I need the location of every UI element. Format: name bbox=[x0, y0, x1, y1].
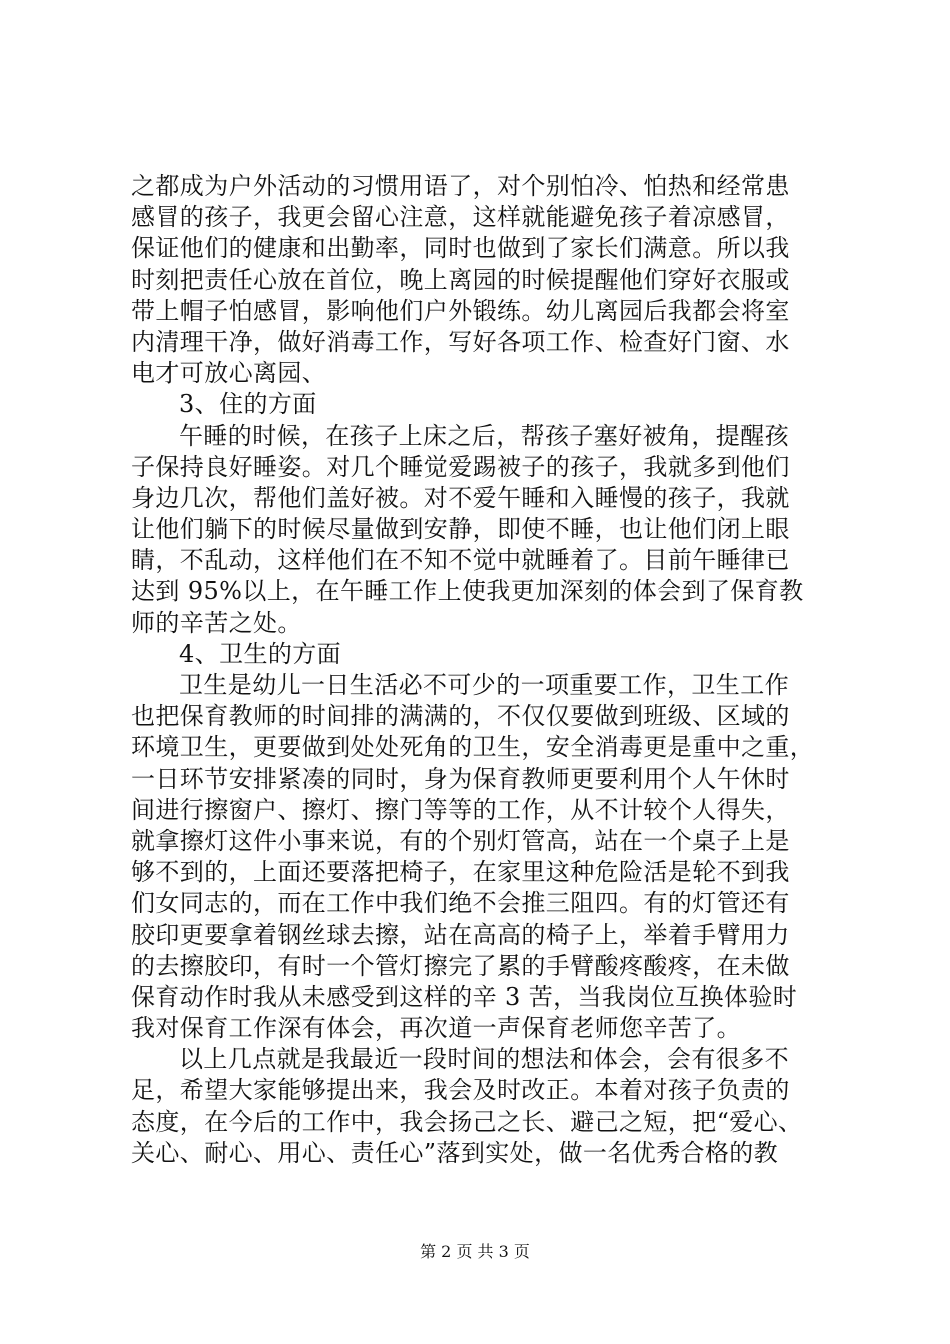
text-line: 态度，在今后的工作中，我会扬己之长、避己之短，把“爱心、 bbox=[131, 1107, 803, 1136]
text-line: 关心、耐心、用心、责任心”落到实处，做一名优秀合格的教 bbox=[131, 1138, 779, 1167]
text-line: 够不到的，上面还要落把椅子，在家里这种危险活是轮不到我 bbox=[131, 858, 790, 887]
text-line: 午睡的时候，在孩子上床之后，帮孩子塞好被角，提醒孩 bbox=[179, 421, 789, 450]
text-line: 之都成为户外活动的习惯用语了，对个别怕冷、怕热和经常患 bbox=[131, 172, 790, 200]
text-line: 也把保育教师的时间排的满满的，不仅仅要做到班级、区域的 bbox=[131, 702, 790, 731]
text-line: 达到 95%以上，在午睡工作上使我更加深刻的体会到了保育教 bbox=[131, 577, 804, 606]
text-line: 以上几点就是我最近一段时间的想法和体会，会有很多不 bbox=[179, 1045, 789, 1074]
text-line: 保育动作时我从未感受到这样的辛 3 苦，当我岗位互换体验时 bbox=[131, 982, 798, 1011]
document-body bbox=[131, 171, 831, 1169]
text-line: 睛，不乱动，这样他们在不知不觉中就睡着了。目前午睡律已 bbox=[131, 546, 790, 575]
page-number-footer: 第 2 页 共 3 页 bbox=[420, 1242, 530, 1261]
text-line: 的去擦胶印，有时一个管灯擦完了累的手臂酸疼酸疼，在未做 bbox=[131, 951, 790, 980]
text-line: 们女同志的，而在工作中我们绝不会推三阻四。有的灯管还有 bbox=[131, 889, 790, 918]
text-line: 环境卫生，更要做到处处死角的卫生，安全消毒更是重中之重， bbox=[131, 733, 815, 762]
text-line: 我对保育工作深有体会，再次道一声保育老师您辛苦了。 bbox=[131, 1014, 741, 1043]
text-line: 感冒的孩子，我更会留心注意，这样就能避免孩子着凉感冒， bbox=[131, 203, 790, 232]
text-line: 保证他们的健康和出勤率，同时也做到了家长们满意。所以我 bbox=[131, 234, 790, 263]
text-line: 身边几次，帮他们盖好被。对不爱午睡和入睡慢的孩子，我就 bbox=[131, 483, 790, 512]
text-line: 时刻把责任心放在首位，晚上离园的时候提醒他们穿好衣服或 bbox=[131, 265, 790, 294]
text-line: 胶印更要拿着钢丝球去擦，站在高高的椅子上，举着手臂用力 bbox=[131, 920, 790, 949]
text-line: 卫生是幼儿一日生活必不可少的一项重要工作，卫生工作 bbox=[179, 671, 789, 699]
text-line: 就拿擦灯这件小事来说，有的个别灯管高，站在一个桌子上是 bbox=[131, 826, 790, 855]
text-line: 带上帽子怕感冒，影响他们户外锻练。幼儿离园后我都会将室 bbox=[131, 296, 790, 325]
section-heading-hygiene: 4、卫生的方面 bbox=[179, 639, 342, 668]
text-line: 一日环节安排紧凑的同时，身为保育教师更要利用个人午休时 bbox=[131, 764, 790, 793]
text-line: 电才可放心离园、 bbox=[131, 359, 327, 388]
text-line: 间进行擦窗户、擦灯、擦门等等的工作，从不计较个人得失， bbox=[131, 795, 790, 824]
text-line: 内清理干净，做好消毒工作，写好各项工作、检查好门窗、水 bbox=[131, 327, 790, 356]
text-line: 子保持良好睡姿。对几个睡觉爱踢被子的孩子，我就多到他们 bbox=[131, 452, 790, 481]
section-heading-lodging: 3、住的方面 bbox=[179, 390, 317, 419]
text-line: 足，希望大家能够提出来，我会及时改正。本着对孩子负责的 bbox=[131, 1076, 790, 1105]
text-line: 让他们躺下的时候尽量做到安静，即使不睡，也让他们闭上眼 bbox=[131, 515, 790, 544]
text-line: 师的辛苦之处。 bbox=[131, 608, 302, 637]
